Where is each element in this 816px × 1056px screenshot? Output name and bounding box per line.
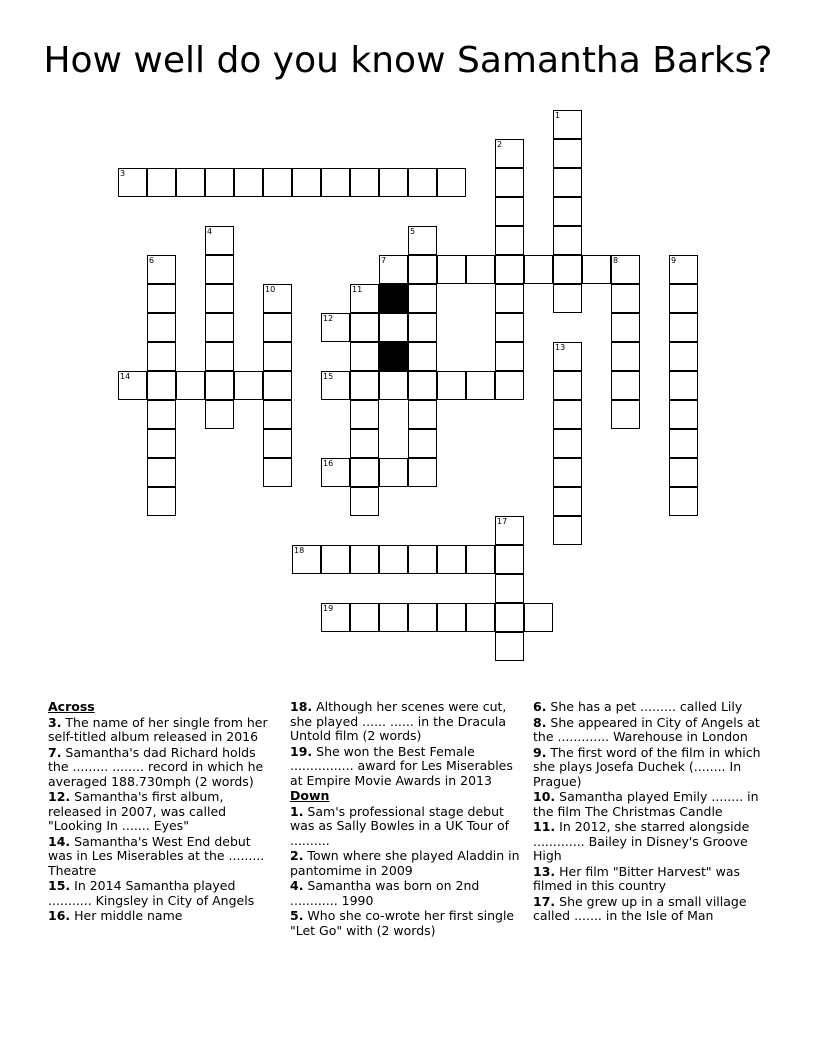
- clue: 18. Although her scenes were cut, she played ...... ...... in the Dracula Untold film (2 words): [290, 699, 507, 743]
- cell-number: 16: [323, 459, 334, 468]
- clue-number: 10.: [533, 789, 556, 804]
- grid-cell[interactable]: [611, 400, 640, 429]
- grid-cell[interactable]: [263, 342, 292, 371]
- cell-number: 18: [294, 546, 305, 555]
- grid-cell[interactable]: [495, 371, 524, 400]
- grid-cell[interactable]: [234, 168, 263, 197]
- grid-cell[interactable]: [582, 255, 611, 284]
- grid-cell[interactable]: [437, 371, 466, 400]
- grid-cell[interactable]: [495, 632, 524, 661]
- clue: 3. The name of her single from her self-titled album released in 2016: [48, 714, 268, 744]
- cell-number: 4: [207, 227, 213, 236]
- clue-number: 15.: [48, 878, 71, 893]
- clue: 2. Town where she played Aladdin in pantomime in 2009: [290, 848, 520, 878]
- grid-cell[interactable]: [553, 110, 582, 139]
- grid-cell[interactable]: [408, 371, 437, 400]
- grid-cell[interactable]: [321, 545, 350, 574]
- grid-cell[interactable]: [611, 284, 640, 313]
- grid-cell[interactable]: [350, 545, 379, 574]
- grid-cell[interactable]: [205, 400, 234, 429]
- cell-number: 10: [265, 285, 276, 294]
- grid-cell[interactable]: [553, 139, 582, 168]
- grid-cell[interactable]: [524, 603, 553, 632]
- grid-cell[interactable]: [350, 313, 379, 342]
- grid-cell[interactable]: [553, 400, 582, 429]
- grid-cell[interactable]: [350, 342, 379, 371]
- black-cell: [379, 284, 408, 313]
- grid-cell[interactable]: [553, 487, 582, 516]
- grid-cell[interactable]: [292, 168, 321, 197]
- clue: 12. Samantha's first album, released in 2007, was called "Looking In ....... Eyes": [48, 789, 227, 833]
- grid-cell[interactable]: [437, 255, 466, 284]
- grid-cell[interactable]: [553, 226, 582, 255]
- clue: 4. Samantha was born on 2nd ............ 1990: [290, 878, 480, 908]
- clues-column-3: [533, 700, 769, 925]
- grid-cell[interactable]: [669, 400, 698, 429]
- grid-cell[interactable]: [408, 226, 437, 255]
- grid-cell[interactable]: [321, 603, 350, 632]
- grid-cell[interactable]: [524, 255, 553, 284]
- grid-cell[interactable]: [611, 371, 640, 400]
- grid-cell[interactable]: [147, 342, 176, 371]
- clue: 6. She has a pet ......... called Lily: [533, 699, 743, 714]
- grid-cell[interactable]: [611, 313, 640, 342]
- clue-number: 6.: [533, 699, 547, 714]
- clue: 17. She grew up in a small village called ....... in the Isle of Man: [533, 893, 747, 923]
- grid-cell[interactable]: [321, 313, 350, 342]
- grid-cell[interactable]: [176, 168, 205, 197]
- grid-cell[interactable]: [263, 400, 292, 429]
- clue-number: 17.: [533, 893, 556, 909]
- clue: 8. She appeared in City of Angels at the ............. Warehouse in London: [533, 714, 760, 744]
- grid-cell[interactable]: [669, 284, 698, 313]
- grid-cell[interactable]: [408, 545, 437, 574]
- grid-cell[interactable]: [495, 574, 524, 603]
- grid-cell[interactable]: [263, 429, 292, 458]
- grid-cell[interactable]: [495, 516, 524, 545]
- grid-cell[interactable]: [553, 342, 582, 371]
- cell-number: 9: [671, 256, 677, 265]
- grid-cell[interactable]: [350, 429, 379, 458]
- grid-cell[interactable]: [611, 342, 640, 371]
- grid-cell[interactable]: [350, 400, 379, 429]
- grid-cell[interactable]: [263, 458, 292, 487]
- grid-cell[interactable]: [147, 255, 176, 284]
- grid-cell[interactable]: [321, 458, 350, 487]
- clue-number: 4.: [290, 878, 304, 893]
- grid-cell[interactable]: [495, 545, 524, 574]
- clue: 15. In 2014 Samantha played ........... Kingsley in City of Angels: [48, 878, 255, 908]
- cell-number: 13: [555, 343, 566, 352]
- grid-cell[interactable]: [147, 313, 176, 342]
- grid-cell[interactable]: [437, 603, 466, 632]
- grid-cell[interactable]: [350, 371, 379, 400]
- grid-cell[interactable]: [379, 545, 408, 574]
- grid-cell[interactable]: [669, 487, 698, 516]
- grid-cell[interactable]: [176, 371, 205, 400]
- grid-cell[interactable]: [495, 255, 524, 284]
- clue: 14. Samantha's West End debut was in Les Miserables at the ......... Theatre: [48, 833, 265, 878]
- clue: 9. The first word of the film in which she plays Josefa Duchek (........ In Prague): [533, 744, 761, 789]
- cell-number: 19: [323, 604, 334, 613]
- clue: 16. Her middle name: [48, 908, 183, 923]
- clue-number: 7.: [48, 744, 62, 760]
- grid-cell[interactable]: [466, 255, 495, 284]
- grid-cell[interactable]: [118, 168, 147, 197]
- clue-number: 2.: [290, 848, 304, 863]
- grid-cell[interactable]: [611, 255, 640, 284]
- grid-cell[interactable]: [263, 168, 292, 197]
- grid-cell[interactable]: [205, 226, 234, 255]
- grid-cell[interactable]: [408, 284, 437, 313]
- grid-cell[interactable]: [147, 168, 176, 197]
- grid-cell[interactable]: [147, 371, 176, 400]
- grid-cell[interactable]: [495, 284, 524, 313]
- grid-cell[interactable]: [379, 313, 408, 342]
- grid-cell[interactable]: [205, 371, 234, 400]
- grid-cell[interactable]: [408, 400, 437, 429]
- clue: 7. Samantha's dad Richard holds the ......... ........ record in which he averaged 188.730mph (2 words): [48, 744, 264, 789]
- grid-cell[interactable]: [205, 342, 234, 371]
- grid-cell[interactable]: [553, 255, 582, 284]
- grid-cell[interactable]: [437, 545, 466, 574]
- grid-cell[interactable]: [205, 168, 234, 197]
- grid-cell[interactable]: [379, 371, 408, 400]
- grid-cell[interactable]: [147, 487, 176, 516]
- grid-cell[interactable]: [437, 168, 466, 197]
- grid-cell[interactable]: [495, 603, 524, 632]
- grid-cell[interactable]: [379, 168, 408, 197]
- grid-cell[interactable]: [466, 371, 495, 400]
- clue-number: 12.: [48, 789, 71, 804]
- clue-number: 14.: [48, 833, 71, 849]
- grid-cell[interactable]: [147, 400, 176, 429]
- grid-cell[interactable]: [147, 458, 176, 487]
- grid-cell[interactable]: [350, 603, 379, 632]
- clue-number: 11.: [533, 819, 556, 834]
- grid-cell[interactable]: [118, 371, 147, 400]
- clue-number: 18.: [290, 699, 313, 714]
- cell-number: 5: [410, 227, 416, 236]
- grid-cell[interactable]: [321, 371, 350, 400]
- grid-cell[interactable]: [205, 284, 234, 313]
- grid-cell[interactable]: [553, 197, 582, 226]
- grid-cell[interactable]: [379, 603, 408, 632]
- cell-number: 7: [381, 256, 387, 265]
- grid-cell[interactable]: [669, 313, 698, 342]
- grid-cell[interactable]: [379, 458, 408, 487]
- grid-cell[interactable]: [408, 168, 437, 197]
- puzzle-title: How well do you know Samantha Barks?: [43, 40, 773, 81]
- clue: 5. Who she co-wrote her first single "Let Go" with (2 words): [290, 908, 515, 938]
- grid-cell[interactable]: [495, 168, 524, 197]
- clue-number: 9.: [533, 744, 547, 760]
- grid-cell[interactable]: [495, 226, 524, 255]
- grid-cell[interactable]: [495, 197, 524, 226]
- clue: 10. Samantha played Emily ........ in the film The Christmas Candle: [533, 789, 759, 819]
- grid-cell[interactable]: [495, 313, 524, 342]
- cell-number: 3: [120, 169, 126, 178]
- clues-column-2: [290, 700, 526, 939]
- grid-cell[interactable]: [466, 545, 495, 574]
- cell-number: 11: [352, 285, 363, 294]
- grid-cell[interactable]: [350, 168, 379, 197]
- grid-cell[interactable]: [205, 313, 234, 342]
- cell-number: 2: [497, 140, 503, 149]
- cell-number: 12: [323, 314, 334, 323]
- grid-cell[interactable]: [379, 255, 408, 284]
- grid-cell[interactable]: [466, 603, 495, 632]
- clue: 11. In 2012, she starred alongside ............. Bailey in Disney's Groove High: [533, 819, 750, 863]
- grid-cell[interactable]: [147, 284, 176, 313]
- clue: 19. She won the Best Female ................ award for Les Miserables at Empire Movie Awards in 2013: [290, 743, 513, 788]
- grid-cell[interactable]: [553, 371, 582, 400]
- grid-cell[interactable]: [669, 371, 698, 400]
- cell-number: 1: [555, 111, 561, 120]
- clues-column-1: [48, 700, 276, 925]
- grid-cell[interactable]: [553, 458, 582, 487]
- grid-cell[interactable]: [495, 139, 524, 168]
- clue-number: 1.: [290, 803, 304, 819]
- clue-number: 8.: [533, 714, 547, 730]
- grid-cell[interactable]: [234, 371, 263, 400]
- grid-cell[interactable]: [669, 458, 698, 487]
- grid-cell[interactable]: [147, 429, 176, 458]
- grid-cell[interactable]: [553, 284, 582, 313]
- grid-cell[interactable]: [408, 603, 437, 632]
- grid-cell[interactable]: [408, 429, 437, 458]
- black-cell: [379, 342, 408, 371]
- grid-cell[interactable]: [408, 313, 437, 342]
- grid-cell[interactable]: [321, 168, 350, 197]
- grid-cell[interactable]: [408, 255, 437, 284]
- grid-cell[interactable]: [553, 429, 582, 458]
- grid-cell[interactable]: [495, 342, 524, 371]
- grid-cell[interactable]: [263, 284, 292, 313]
- clue: 1. Sam's professional stage debut was as Sally Bowles in a UK Tour of ..........: [290, 803, 510, 848]
- clue-number: 19.: [290, 743, 313, 759]
- grid-cell[interactable]: [263, 371, 292, 400]
- clue-number: 16.: [48, 908, 71, 923]
- clue: 13. Her film "Bitter Harvest" was filmed in this country: [533, 863, 741, 893]
- grid-cell[interactable]: [263, 313, 292, 342]
- grid-cell[interactable]: [205, 255, 234, 284]
- cell-number: 15: [323, 372, 334, 381]
- clue-number: 3.: [48, 714, 62, 730]
- grid-cell[interactable]: [669, 255, 698, 284]
- clue-section-heading: Across: [48, 699, 95, 714]
- grid-cell[interactable]: [350, 284, 379, 313]
- clue-section-heading: Down: [290, 788, 330, 803]
- cell-number: 17: [497, 517, 508, 526]
- grid-cell[interactable]: [408, 458, 437, 487]
- grid-cell[interactable]: [408, 342, 437, 371]
- grid-cell[interactable]: [292, 545, 321, 574]
- grid-cell[interactable]: [350, 458, 379, 487]
- grid-cell[interactable]: [350, 487, 379, 516]
- grid-cell[interactable]: [553, 516, 582, 545]
- cell-number: 6: [149, 256, 155, 265]
- clue-number: 13.: [533, 863, 556, 879]
- grid-cell[interactable]: [669, 342, 698, 371]
- cell-number: 8: [613, 256, 619, 265]
- clue-number: 5.: [290, 908, 304, 923]
- grid-cell[interactable]: [669, 429, 698, 458]
- grid-cell[interactable]: [553, 168, 582, 197]
- cell-number: 14: [120, 372, 131, 381]
